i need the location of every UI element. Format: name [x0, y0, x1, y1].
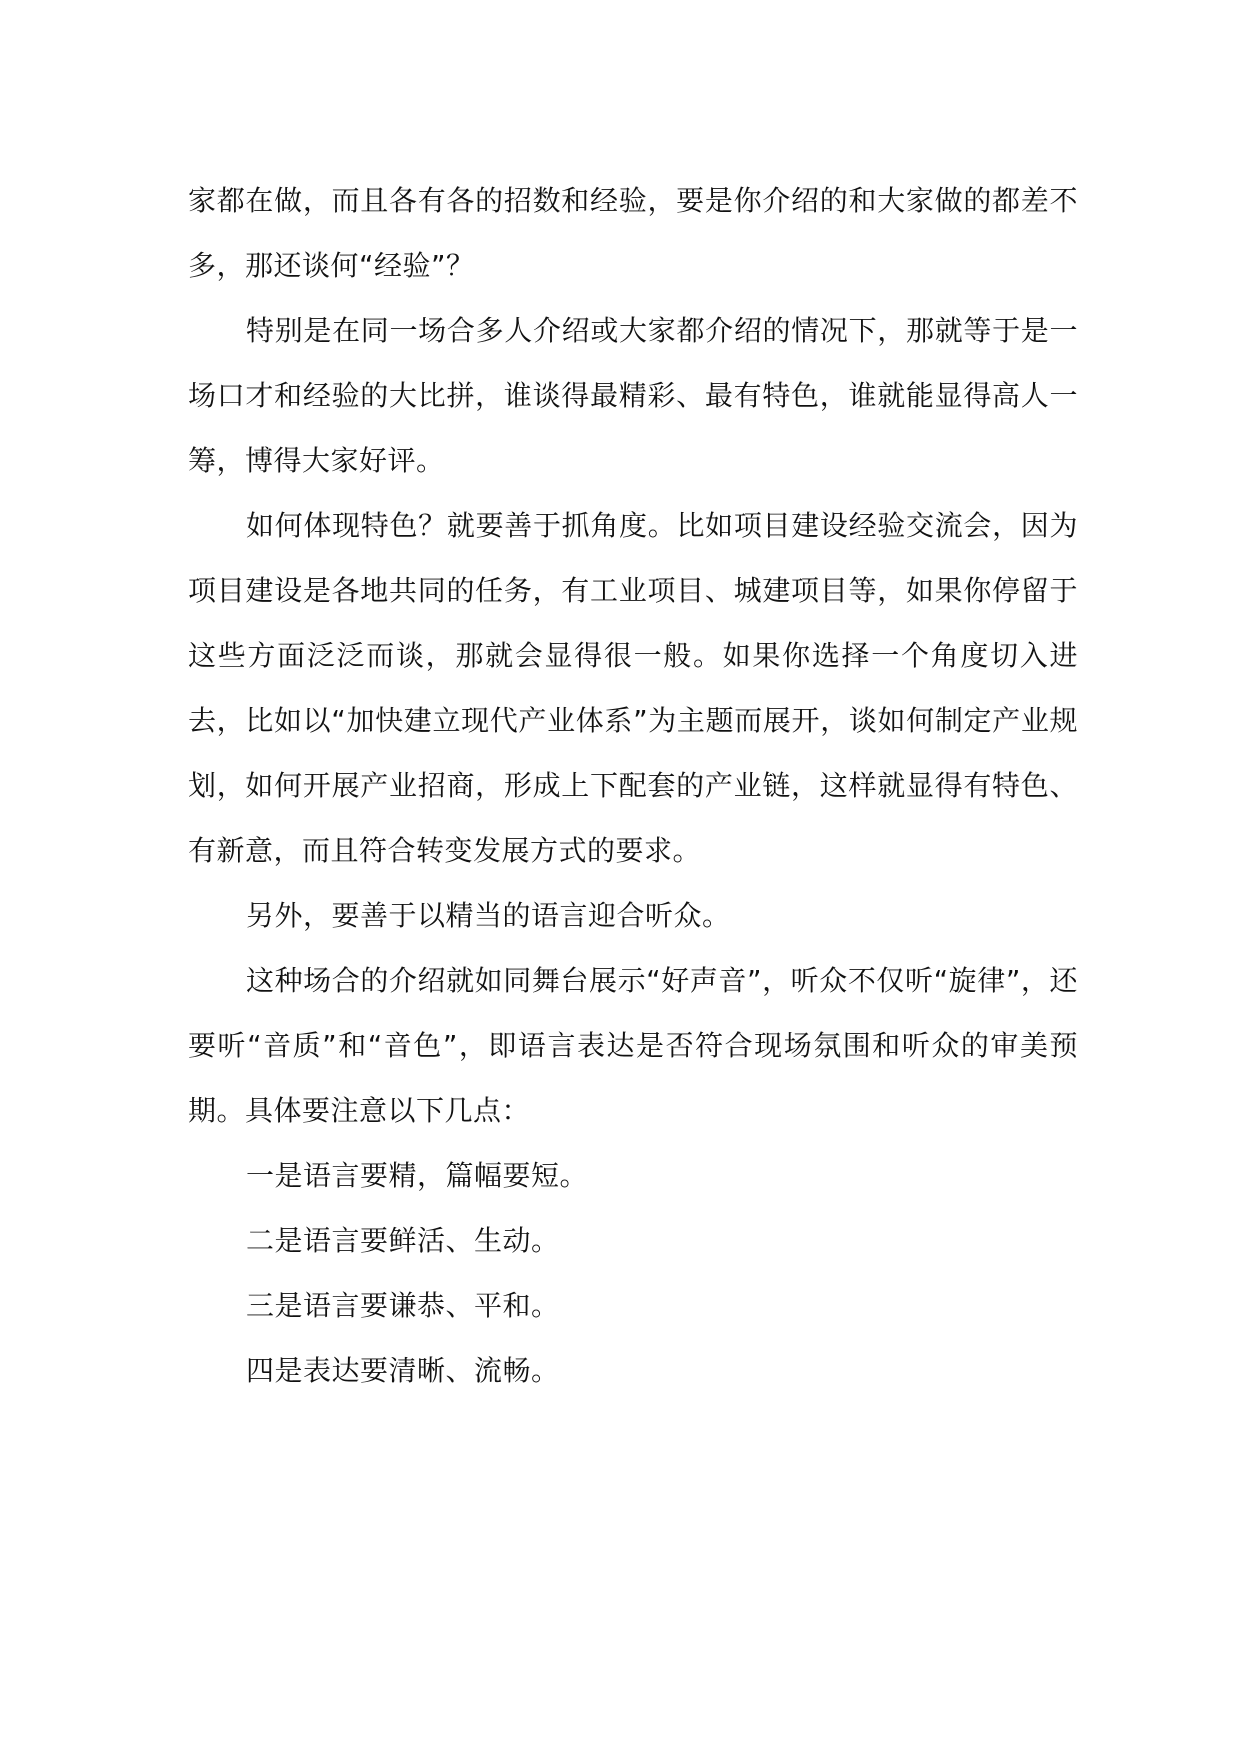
paragraph-same-occasion: 特别是在同一场合多人介绍或大家都介绍的情况下，那就等于是一场口才和经验的大比拼，谁谈得最精彩、最有特色，谁就能显得高人一筹，博得大家好评。: [188, 314, 1078, 477]
paragraph-language-audience: 另外，要善于以精当的语言迎合听众。: [246, 899, 731, 932]
paragraph-point-two: 二是语言要鲜活、生动。: [246, 1224, 560, 1257]
paragraph-point-four: 四是表达要清晰、流畅。: [246, 1354, 560, 1387]
paragraph-good-voice: 这种场合的介绍就如同舞台展示“好声音”，听众不仅听“旋律”，还要听“音质”和“音色”，即语言表达是否符合现场氛围和听众的审美预期。具体要注意以下几点：: [188, 964, 1078, 1127]
paragraph-how-to-show-feature: 如何体现特色？就要善于抓角度。比如项目建设经验交流会，因为项目建设是各地共同的任务，有工业项目、城建项目等，如果你停留于这些方面泛泛而谈，那就会显得很一般。如果你选择一个角度切入进去，比如以“加快建立现代产业体系”为主题而展开，谈如何制定产业规划，如何开展产业招商，形成上下配套的产业链，这样就显得有特色、有新意，而且符合转变发展方式的要求。: [188, 509, 1078, 867]
document-body: [188, 168, 1078, 1403]
paragraph-point-one: 一是语言要精，篇幅要短。: [246, 1159, 589, 1192]
paragraph-continuation: 家都在做，而且各有各的招数和经验，要是你介绍的和大家做的都差不多，那还谈何“经验”？: [188, 184, 1078, 282]
paragraph-point-three: 三是语言要谦恭、平和。: [246, 1289, 560, 1322]
